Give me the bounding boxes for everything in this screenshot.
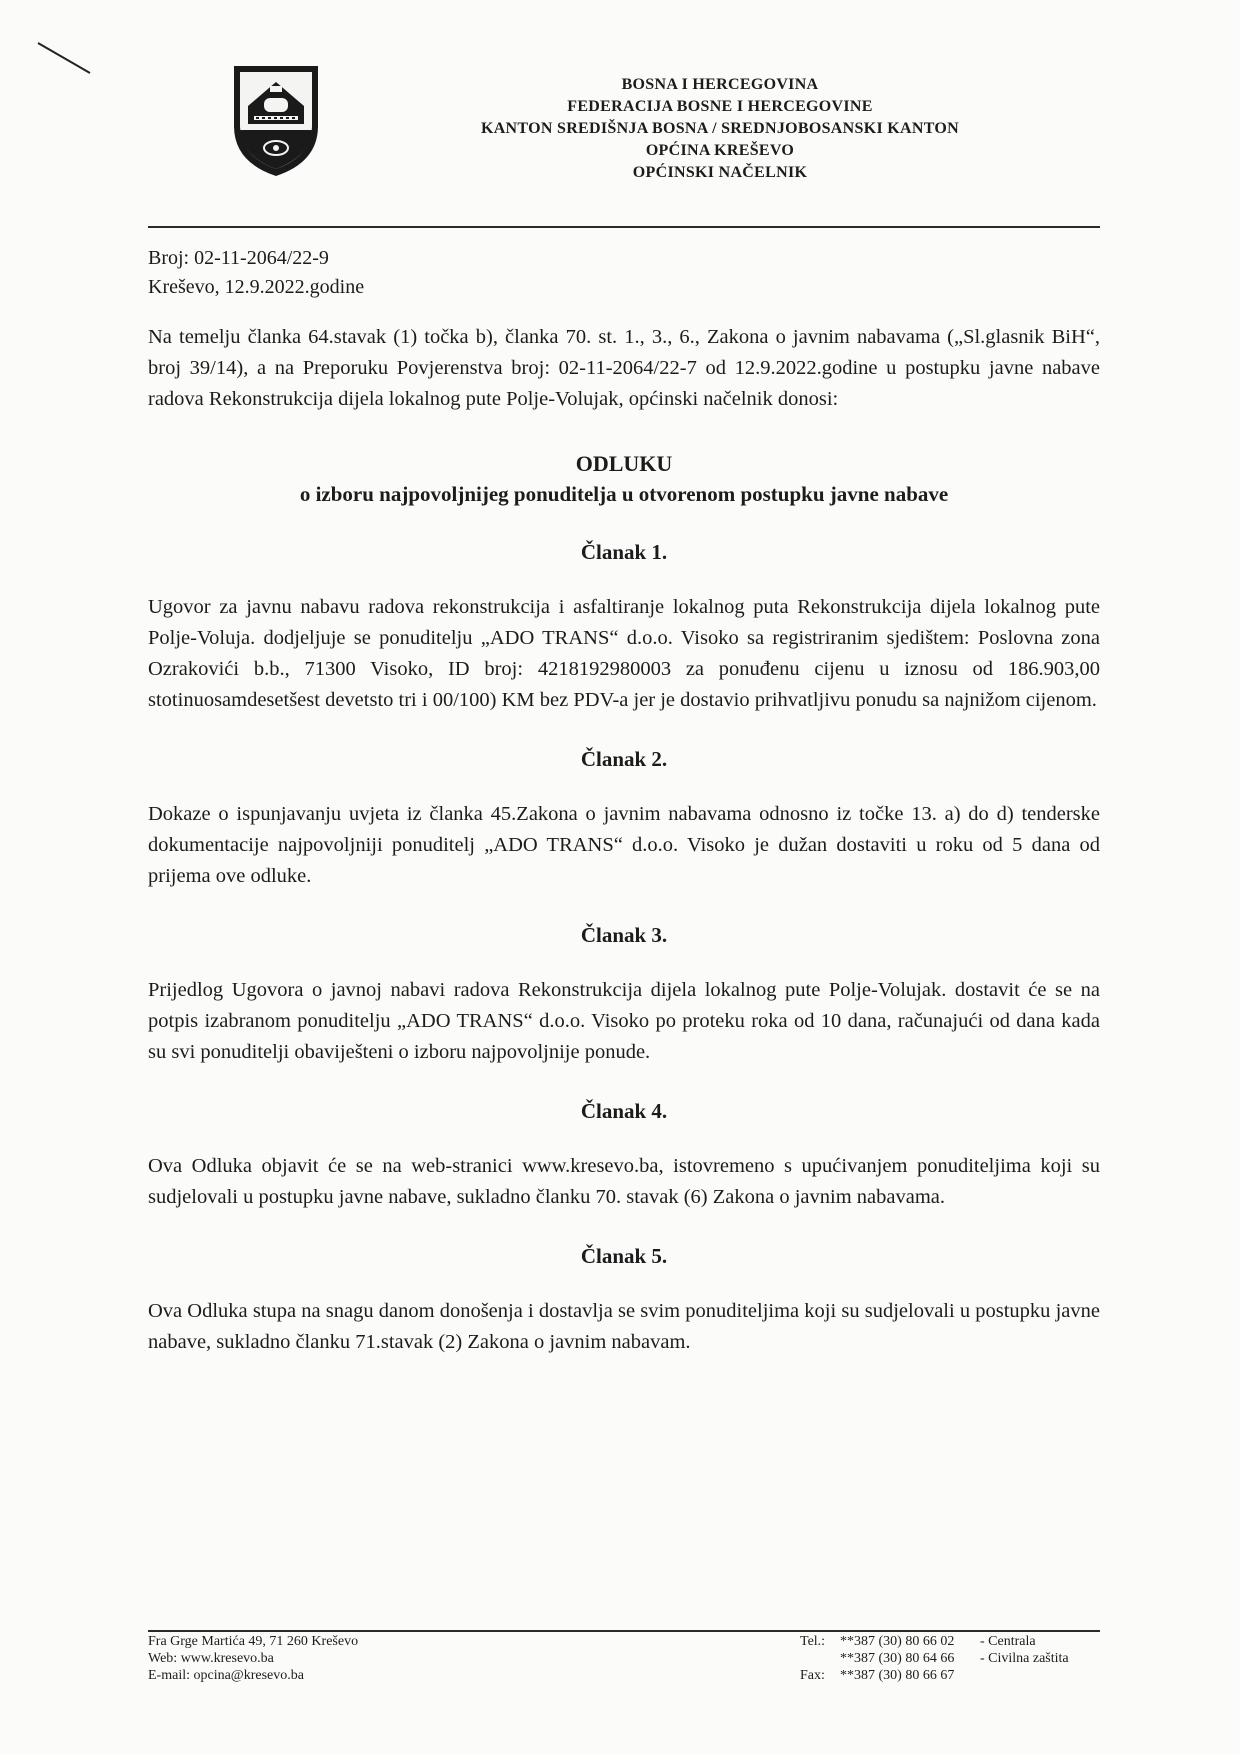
article-1-text: Ugovor za javnu nabavu radova rekonstrukcija i asfaltiranje lokalnog puta Rekonstrukcija dijela lokalnog pute Polje-Voluja. dodjeljuje se ponuditelju „ADO TRANS“ d.o.o. Visoko sa registriranim sjedištem: Poslovna zona Ozrakovići b.b., 71300 Visoko, ID broj: 4218192980003 za ponuđenu cijenu u iznosu od 186.903,00 stotinuosamdesetšest devetsto tri i 00/100) KM bez PDV-a jer je dostavio prihvatljivu ponudu sa najnižom cijenom. bbox=[148, 596, 1100, 711]
footer-tel-row-2 bbox=[800, 1650, 1069, 1667]
reference-number: Broj: 02-11-2064/22-9 bbox=[148, 247, 329, 269]
header-line-office: OPĆINSKI NAČELNIK bbox=[632, 164, 808, 181]
header-line-canton: KANTON SREDIŠNJA BOSNA / SREDNJOBOSANSKI KANTON bbox=[480, 120, 960, 137]
document-header bbox=[420, 74, 1020, 184]
footer-fax-row bbox=[800, 1667, 1069, 1684]
document-title: ODLUKU bbox=[575, 451, 673, 476]
article-4-text: Ova Odluka objavit će se na web-stranici www.kresevo.ba, istovremeno s upućivanjem ponuditeljima koji su sudjelovali u postupku javne nabave, sukladno članku 70. stavak (6) Zakona o javnim nabavama. bbox=[148, 1155, 1100, 1208]
tel-civil-number: **387 (30) 80 64 66 bbox=[840, 1651, 955, 1666]
article-3-heading: Članak 3. bbox=[580, 923, 668, 947]
footer-email: E-mail: opcina@kresevo.ba bbox=[148, 1668, 304, 1683]
article-5-text: Ova Odluka stupa na snagu danom donošenja i dostavlja se svim ponuditeljima koji su sudjelovali u postupku javne nabave, sukladno članku 71.stavak (2) Zakona o javnim nabavam. bbox=[148, 1300, 1100, 1353]
document-subtitle: o izboru najpovoljnijeg ponuditelja u otvorenom postupku javne nabave bbox=[299, 482, 949, 506]
header-line-country: BOSNA I HERCEGOVINA bbox=[621, 76, 819, 93]
municipal-crest-icon bbox=[230, 62, 322, 180]
footer-address: Fra Grge Martića 49, 71 260 Kreševo bbox=[148, 1634, 359, 1649]
document-body bbox=[148, 322, 1100, 1358]
fax-number: **387 (30) 80 66 67 bbox=[840, 1668, 955, 1683]
header-line-federation: FEDERACIJA BOSNE I HERCEGOVINE bbox=[567, 98, 873, 115]
tel-central-desc: - Centrala bbox=[980, 1634, 1036, 1649]
place-date: Kreševo, 12.9.2022.godine bbox=[148, 276, 365, 298]
footer-divider bbox=[148, 1630, 1100, 1632]
fax-label: Fax: bbox=[800, 1668, 825, 1683]
tel-civil-desc: - Civilna zaštita bbox=[980, 1651, 1069, 1666]
tel-central-number: **387 (30) 80 66 02 bbox=[840, 1634, 955, 1649]
header-divider bbox=[148, 226, 1100, 228]
article-2-text: Dokaze o ispunjavanju uvjeta iz članka 45.Zakona o javnim nabavama odnosno iz točke 13. a) do d) tenderske dokumentacije najpovoljniji ponuditelj „ADO TRANS“ d.o.o. Visoko je dužan dostaviti u roku od 5 dana od prijema ove odluke. bbox=[148, 803, 1100, 887]
article-4-heading: Članak 4. bbox=[580, 1099, 668, 1123]
article-2-heading: Članak 2. bbox=[580, 747, 668, 771]
document-meta bbox=[148, 244, 364, 302]
article-3-text: Prijedlog Ugovora o javnoj nabavi radova Rekonstrukcija dijela lokalnog pute Polje-Volujak. dostavit će se na potpis izabranom ponuditelju „ADO TRANS“ d.o.o. Visoko po proteku roka od 10 dana, računajući od dana kada su svi ponuditelji obaviješteni o izboru najpovoljnije ponude. bbox=[148, 979, 1100, 1063]
header-line-municipality: OPĆINA KREŠEVO bbox=[645, 142, 795, 159]
footer-web: Web: www.kresevo.ba bbox=[148, 1651, 274, 1666]
footer-contact bbox=[148, 1633, 358, 1684]
tel-label: Tel.: bbox=[800, 1634, 826, 1649]
footer-phones bbox=[800, 1633, 1069, 1684]
article-1-heading: Članak 1. bbox=[580, 540, 668, 564]
footer-tel-row-1 bbox=[800, 1633, 1069, 1650]
scan-mark bbox=[38, 42, 91, 74]
intro-paragraph: Na temelju članka 64.stavak (1) točka b), članka 70. st. 1., 3., 6., Zakona o javnim nabavama („Sl.glasnik BiH“, broj 39/14), a na Preporuku Povjerenstva broj: 02-11-2064/22-7 od 12.9.2022.godine u postupku javne nabave radova Rekonstrukcija dijela lokalnog pute Polje-Volujak, općinski načelnik donosi: bbox=[148, 326, 1100, 410]
article-5-heading: Članak 5. bbox=[580, 1244, 668, 1268]
